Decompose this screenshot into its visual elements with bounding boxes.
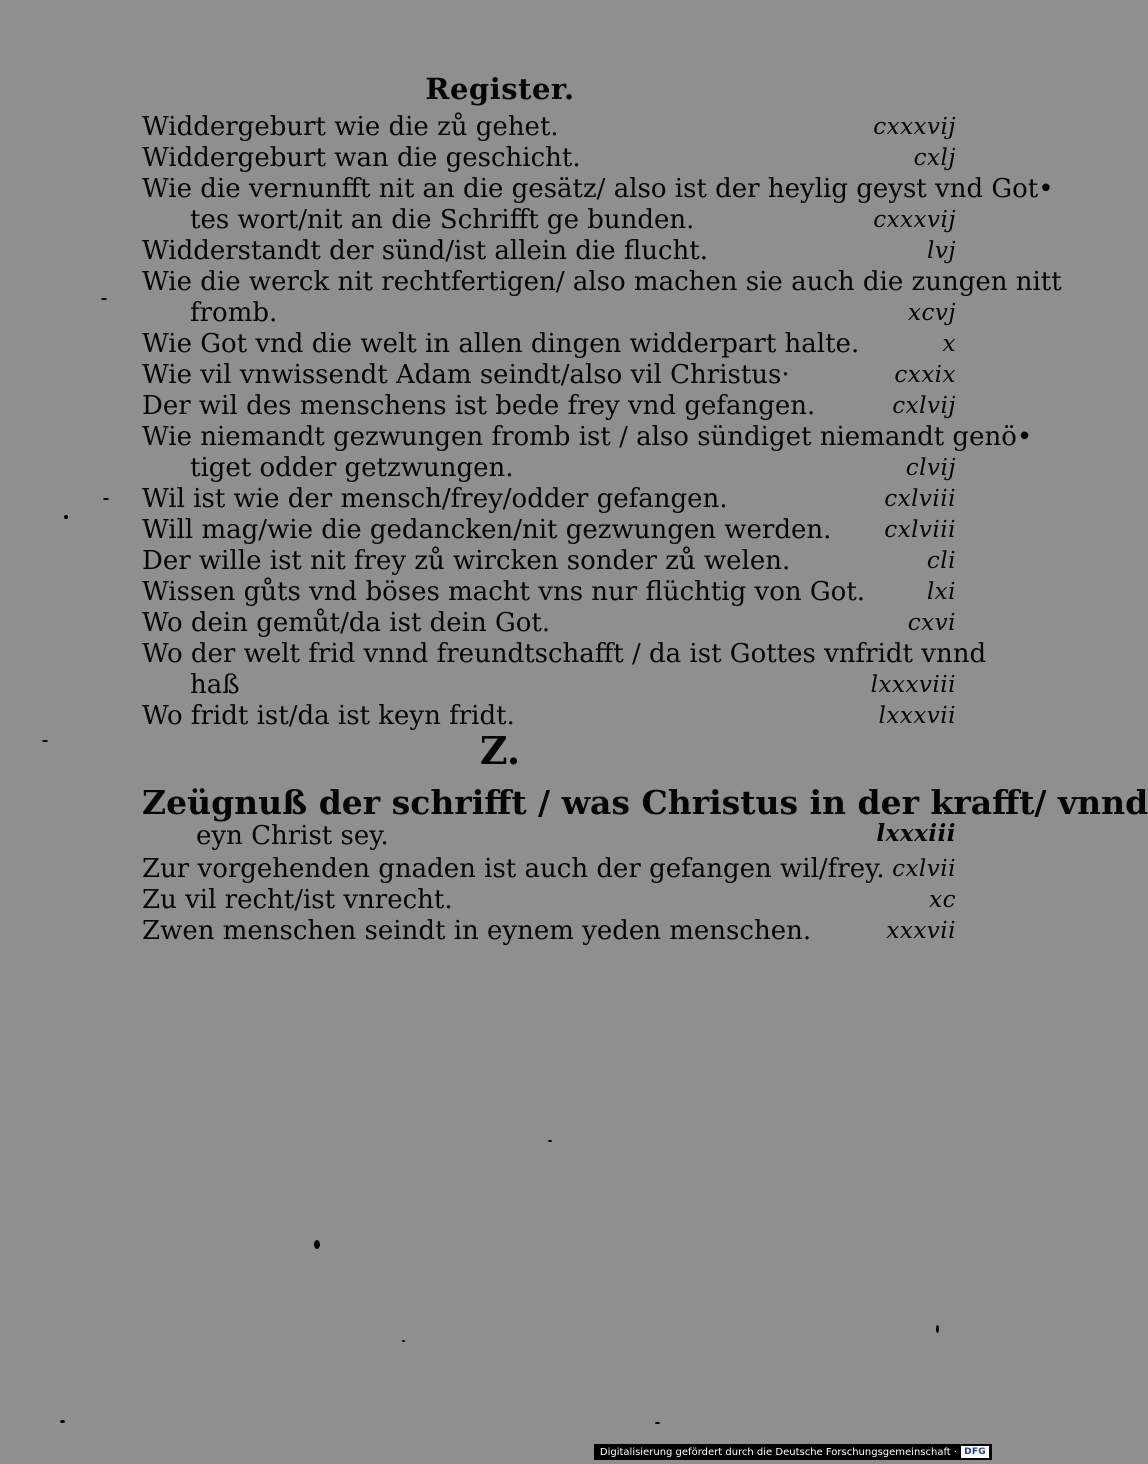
register-entry	[142, 577, 956, 608]
scan-speck	[101, 298, 107, 300]
register-list-z	[142, 783, 1148, 947]
entry-text: Wo fridt ist/da ist keyn fridt.	[142, 701, 515, 731]
folio-number: cxvi	[907, 610, 956, 636]
folio-number: cxlj	[913, 145, 956, 171]
entry-text: Will mag/wie die gedancken/nit gezwungen werden.	[142, 515, 832, 545]
entry-text: Wie die werck nit rechtfertigen/ also machen sie auch die zungen nitt	[142, 267, 1062, 297]
entry-text: Wo dein gemůt/da ist dein Got.	[142, 608, 551, 638]
register-entry	[142, 916, 956, 947]
entry-text: Wie niemandt gezwungen fromb ist / also sündiget niemandt genö•	[142, 422, 1033, 452]
folio-number: cxlvij	[892, 393, 956, 419]
dfg-logo: DFG	[961, 1446, 989, 1458]
entry-text: Wo der welt frid vnnd freundtschafft / da ist Gottes vnfridt vnnd	[142, 639, 987, 669]
folio-number: cxlviii	[884, 486, 956, 512]
register-list-w	[142, 112, 1062, 732]
folio-number: clvij	[905, 455, 956, 481]
register-entry	[142, 267, 1062, 329]
entry-text: Der wille ist nit frey zů wircken sonder zů welen.	[142, 546, 791, 576]
entry-continuation: fromb.	[190, 298, 278, 328]
folio-number: xcvj	[908, 300, 956, 326]
entry-text: Zur vorgehenden gnaden ist auch der gefangen wil/frey.	[142, 854, 885, 884]
folio-number: cxxix	[894, 362, 956, 388]
register-entry	[142, 391, 956, 422]
folio-number: cxlvii	[892, 856, 956, 882]
folio-number: lvj	[927, 238, 956, 264]
scan-speck	[548, 1140, 552, 1142]
folio-number: cxxxvij	[873, 114, 956, 140]
scan-speck	[60, 1420, 65, 1423]
register-entry	[142, 112, 956, 143]
folio-number: lxi	[926, 579, 956, 605]
folio-number: cli	[926, 548, 956, 574]
entry-text: Wie Got vnd die welt in allen dingen widderpart halte.	[142, 329, 860, 359]
register-entry	[142, 143, 956, 174]
entry-text: Zeügnuß der schrifft / was Christus in der krafft/ vnnd	[142, 783, 1148, 822]
entry-text: Der wil des menschens ist bede frey vnd gefangen.	[142, 391, 816, 421]
scan-speck	[655, 1422, 660, 1424]
folio-number: lxxxiii	[876, 820, 956, 847]
register-entry	[142, 783, 1148, 852]
register-entry	[142, 546, 956, 577]
folio-number: lxxxvii	[878, 703, 956, 729]
register-entry	[142, 360, 956, 391]
entry-continuation: tes wort/nit an die Schrifft ge bunden.	[190, 205, 695, 235]
register-entry	[142, 885, 956, 916]
register-entry	[142, 484, 956, 515]
entry-continuation: haß	[190, 670, 240, 700]
register-entry	[142, 515, 956, 546]
folio-number: lxxxviii	[870, 672, 956, 698]
entry-continuation: eyn Christ sey.	[196, 821, 389, 851]
digitization-footer	[594, 1444, 992, 1460]
entry-text: Widderstandt der sünd/ist allein die flucht.	[142, 236, 708, 266]
entry-text: Widdergeburt wan die geschicht.	[142, 143, 581, 173]
folio-number: x	[942, 331, 956, 357]
scan-speck	[42, 740, 48, 742]
scan-speck	[64, 515, 68, 519]
entry-text: Wie die vernunfft nit an die gesätz/ also ist der heylig geyst vnd Got•	[142, 174, 1054, 204]
register-entry	[142, 174, 1054, 236]
folio-number: cxlviii	[884, 517, 956, 543]
footer-text: Digitalisierung gefördert durch die Deutsche Forschungsgemeinschaft ·	[599, 1446, 958, 1458]
register-entry	[142, 608, 956, 639]
entry-text: Wissen gůts vnd böses macht vns nur flüchtig von Got.	[142, 577, 866, 607]
register-entry	[142, 639, 987, 701]
entry-text: Widdergeburt wie die zů gehet.	[142, 112, 559, 142]
register-entry	[142, 329, 956, 360]
register-entry	[142, 854, 956, 885]
section-letter-z: Z.	[479, 728, 521, 773]
page-header: Register.	[425, 72, 575, 106]
scan-speck	[936, 1325, 939, 1333]
register-entry	[142, 236, 956, 267]
folio-number: cxxxvij	[873, 207, 956, 233]
entry-text: Zu vil recht/ist vnrecht.	[142, 885, 453, 915]
scan-speck	[103, 498, 109, 500]
folio-number: xc	[929, 887, 956, 913]
scan-speck	[402, 1340, 405, 1342]
folio-number: xxxvii	[886, 918, 956, 944]
register-entry	[142, 422, 1033, 484]
entry-text: Zwen menschen seindt in eynem yeden menschen.	[142, 916, 812, 946]
scan-speck	[314, 1240, 320, 1249]
entry-text: Wil ist wie der mensch/frey/odder gefangen.	[142, 484, 728, 514]
entry-continuation: tiget odder getzwungen.	[190, 453, 514, 483]
entry-text: Wie vil vnwissendt Adam seindt/also vil Christus·	[142, 360, 790, 390]
